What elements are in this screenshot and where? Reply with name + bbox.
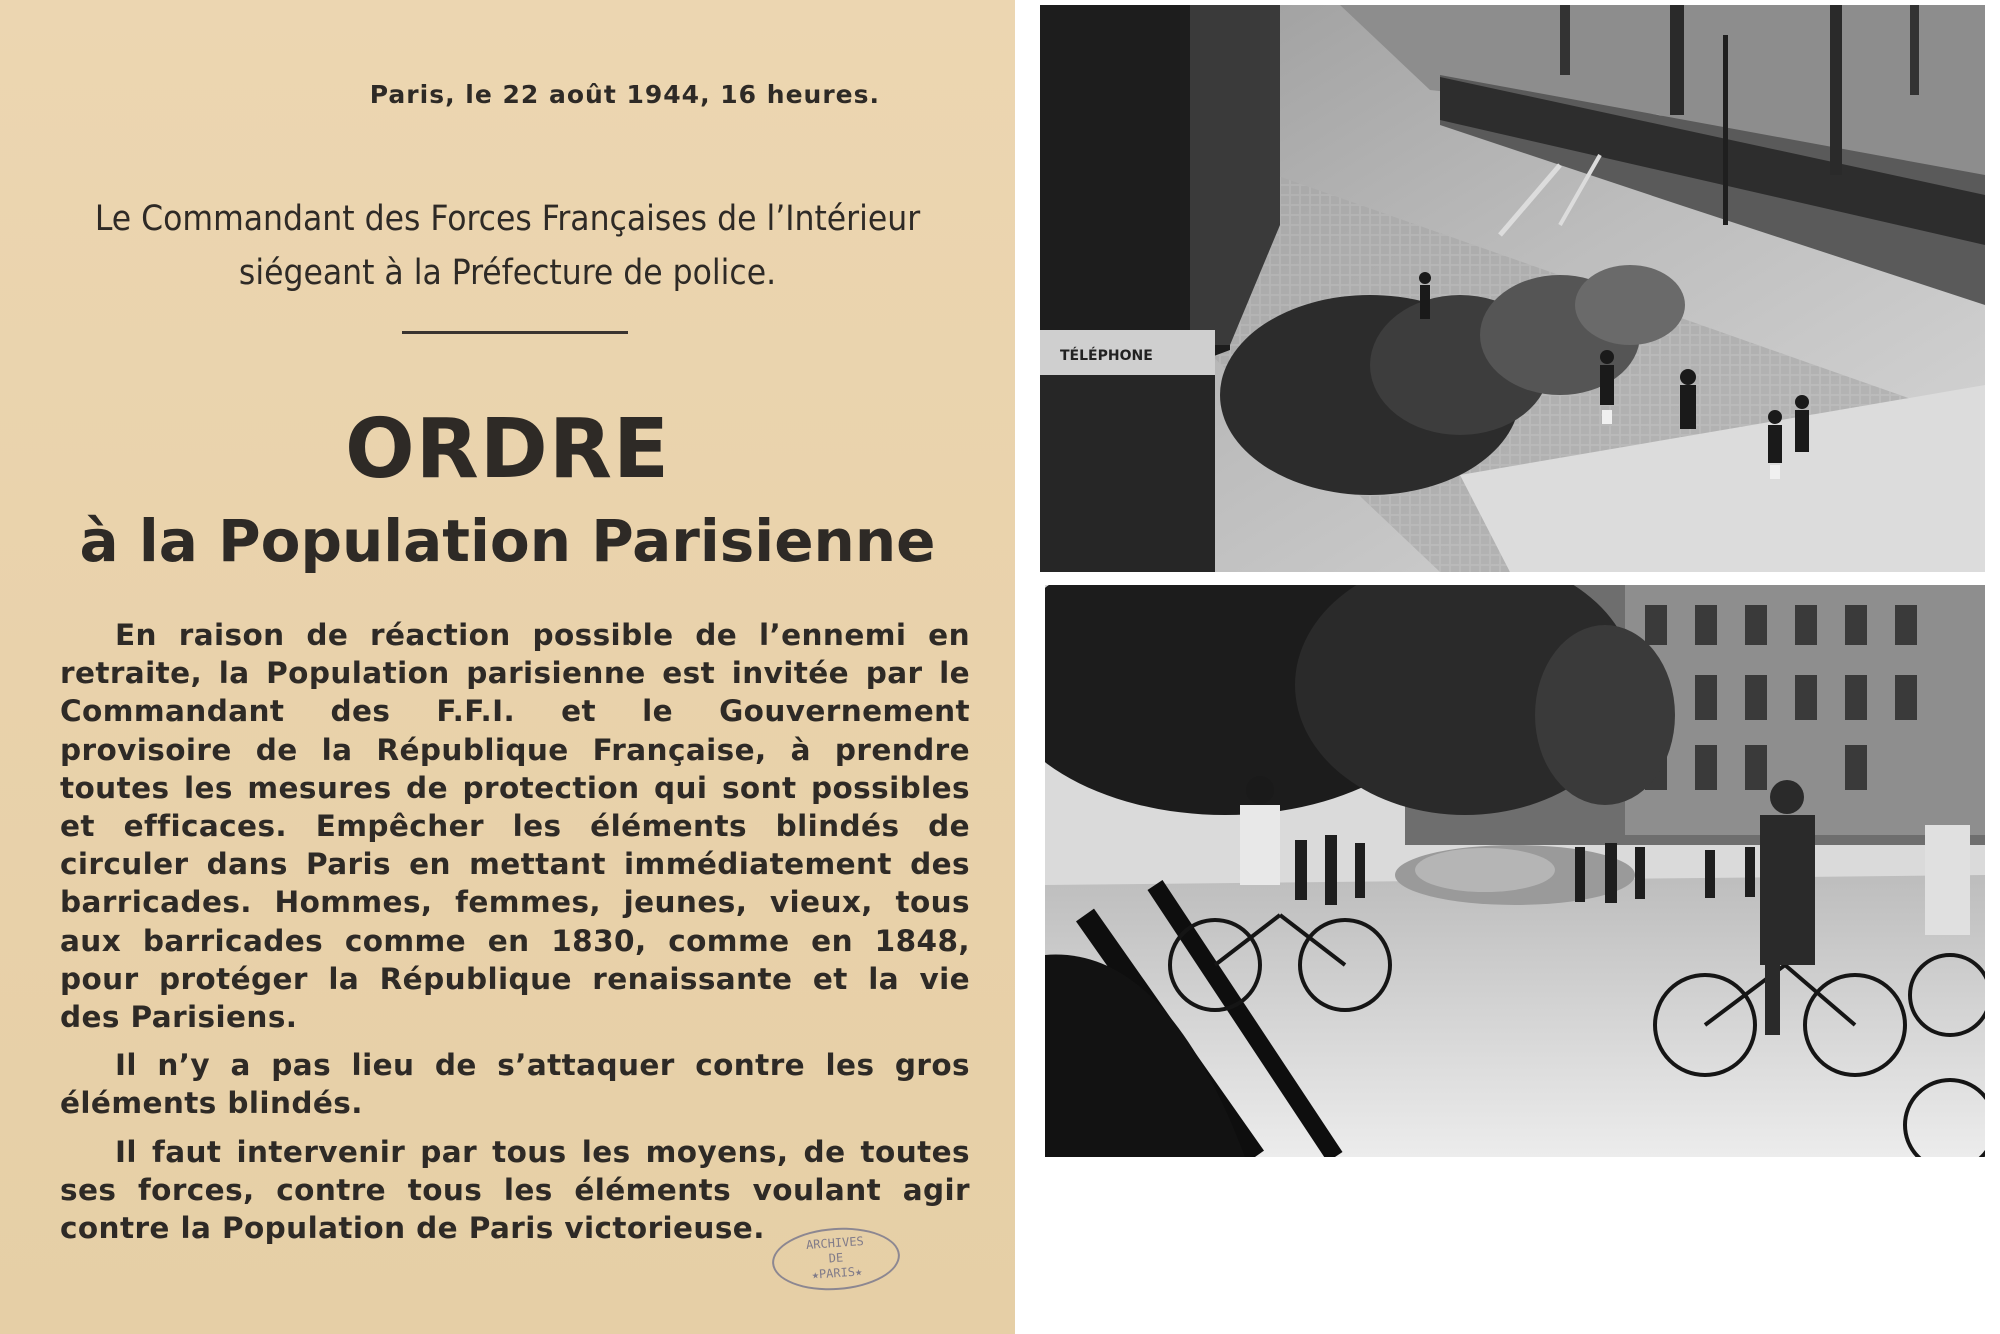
poster-headline: [40, 192, 975, 300]
stamp-line-2: DE: [828, 1250, 844, 1266]
poster-dateline: Paris, le 22 août 1944, 16 heures.: [369, 80, 880, 109]
body-paragraph-3: Il faut intervenir par tous les moyens, de toutes ses forces, contre tous les éléments voulant agir contre la Population de Paris victorieuse.: [60, 1134, 970, 1246]
stamp-line-1: ARCHIVES: [805, 1234, 865, 1253]
photo-cyclists-barricade: [1045, 585, 1985, 1157]
stamp-line-3: ★PARIS★: [811, 1264, 863, 1282]
headline-line-2: siégeant à la Préfecture de police.: [238, 253, 777, 293]
poster-subtitle: à la Population Parisienne: [79, 507, 936, 575]
body-paragraph-2: Il n’y a pas lieu de s’attaquer contre les gros éléments blindés.: [60, 1048, 970, 1121]
photo-barricade-aerial: [1040, 5, 1985, 572]
body-paragraph-1: En raison de réaction possible de l’ennemi en retraite, la Population parisienne est invitée par le Commandant des F.F.I. et le Gouvernement provisoire de la République Française, à prendre toutes les mesures de protection qui sont possibles et efficaces. Empêcher les éléments blindés de circuler dans Paris en mettant immédiatement des barricades. Hommes, femmes, jeunes, vieux, tous aux barricades comme en 1830, comme en 1848, pour protéger la République renaissante et la vie des Parisiens.: [60, 618, 970, 1035]
photo-sign-text: TÉLÉPHONE: [1060, 348, 1153, 364]
divider-rule: [402, 331, 628, 334]
headline-line-1: Le Commandant des Forces Françaises de l’Intérieur: [94, 199, 921, 239]
poster-title: ORDRE: [344, 402, 671, 497]
poster-body: [60, 616, 970, 1257]
